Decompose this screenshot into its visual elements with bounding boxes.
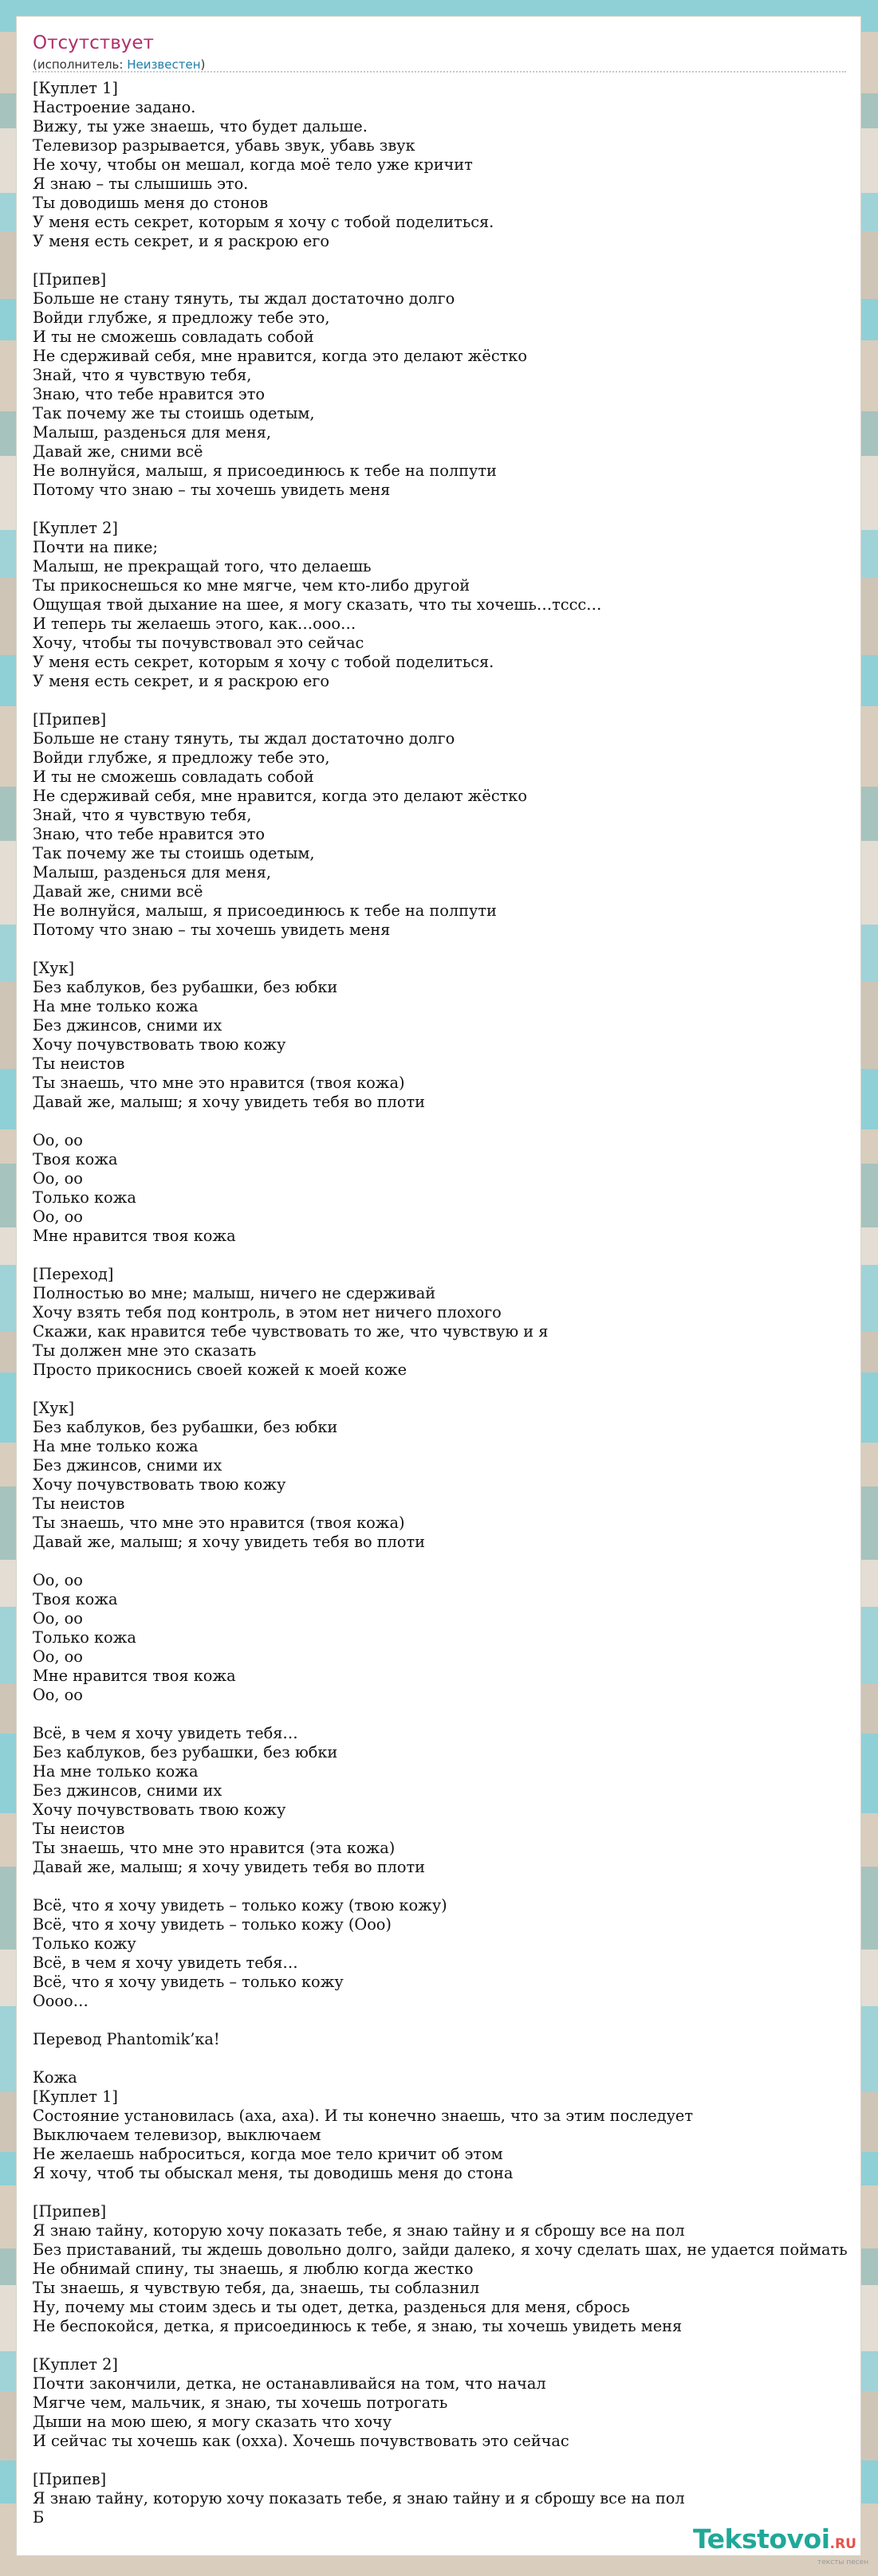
lyric-line: Б (33, 2508, 45, 2527)
lyric-line: Не хочу, чтобы он мешал, когда моё тело уже кричит (33, 155, 473, 174)
lyric-line: [Припев] (33, 270, 107, 289)
lyric-line: Хочу почувствовать твою кожу (33, 1475, 286, 1494)
lyrics-card (16, 16, 869, 2566)
lyric-line: Давай же, малыш; я хочу увидеть тебя во плоти (33, 1093, 425, 1111)
lyric-line: Телевизор разрывается, убавь звук, убавь звук (33, 136, 415, 155)
lyric-line: Ты знаешь, что мне это нравится (твоя кожа) (33, 1074, 405, 1092)
lyric-line: Ощущая твой дыхание на шее, я могу сказать, что ты хочешь…тссс… (33, 595, 602, 614)
lyric-spacer (33, 500, 878, 519)
lyric-line: Так почему же ты стоишь одетым, (33, 404, 315, 422)
lyric-spacer (33, 1705, 878, 1724)
lyric-line: Вижу, ты уже знаешь, что будет дальше. (33, 117, 368, 135)
lyric-line: Оо, оо (33, 1169, 83, 1188)
logo-tagline: тексты песен (817, 2558, 869, 2566)
lyric-line: У меня есть секрет, и я раскрою его (33, 672, 330, 690)
lyric-spacer (33, 691, 878, 710)
lyric-line: Малыш, разденься для меня, (33, 423, 272, 442)
lyric-line: Ты неистов (33, 1494, 125, 1513)
lyric-line: Мягче чем, мальчик, я знаю, ты хочешь потрогать (33, 2393, 448, 2412)
lyric-line: Мне нравится твоя кожа (33, 1667, 236, 1685)
lyric-line: Всё, в чем я хочу увидеть тебя… (33, 1724, 298, 1742)
lyric-line: Оо, оо (33, 1647, 83, 1666)
lyric-line: Без каблуков, без рубашки, без юбки (33, 1743, 338, 1761)
lyric-line: Хочу почувствовать твою кожу (33, 1035, 286, 1054)
lyric-line: Выключаем телевизор, выключаем (33, 2126, 321, 2144)
title-divider (33, 71, 846, 73)
lyric-line: И сейчас ты хочешь как (охха). Хочешь почувствовать это сейчас (33, 2432, 569, 2450)
lyric-line: Ты неистов (33, 1820, 125, 1838)
lyric-line: [Куплет 2] (33, 2355, 118, 2374)
lyric-line: Я знаю тайну, которую хочу показать тебе, я знаю тайну и я сброшу все на пол (33, 2489, 685, 2507)
lyric-line: [Хук] (33, 1399, 75, 1417)
lyric-line: И ты не сможешь совладать собой (33, 768, 314, 786)
lyric-line: Знаю, что тебе нравится это (33, 385, 266, 403)
lyric-line: Давай же, малыш; я хочу увидеть тебя во плоти (33, 1533, 425, 1551)
lyric-line: Так почему же ты стоишь одетым, (33, 844, 315, 862)
lyric-line: Оо, оо (33, 1609, 83, 1628)
lyric-line: Больше не стану тянуть, ты ждал достаточно долго (33, 289, 455, 308)
lyric-line: Твоя кожа (33, 1150, 118, 1168)
lyric-line: Оооо… (33, 1992, 89, 2010)
lyric-line: И теперь ты желаешь этого, как…ооо… (33, 615, 356, 633)
lyric-line: Всё, что я хочу увидеть – только кожу (Ооо) (33, 1915, 392, 1934)
lyric-line: Давай же, малыш; я хочу увидеть тебя во плоти (33, 1858, 425, 1876)
lyric-line: Я знаю – ты слышишь это. (33, 175, 249, 193)
lyric-line: Настроение задано. (33, 98, 196, 116)
lyric-line: Без джинсов, сними их (33, 1016, 222, 1035)
lyric-line: Всё, что я хочу увидеть – только кожу (33, 1973, 344, 1991)
lyric-spacer (33, 1112, 878, 1131)
lyric-line: Не обнимай спину, ты знаешь, я люблю когда жестко (33, 2260, 474, 2278)
lyric-line: Ты должен мне это сказать (33, 1341, 257, 1360)
lyric-line: Кожа (33, 2068, 77, 2087)
lyric-spacer (33, 2451, 878, 2470)
lyric-line: Перевод Phantomik’ка! (33, 2030, 220, 2048)
lyric-line: Оо, оо (33, 1686, 83, 1704)
lyric-line: Без каблуков, без рубашки, без юбки (33, 978, 338, 996)
lyric-line: [Переход] (33, 1265, 114, 1283)
lyric-line: Ты неистов (33, 1054, 125, 1073)
lyric-line: Мне нравится твоя кожа (33, 1227, 236, 1245)
lyric-line: Оо, оо (33, 1208, 83, 1226)
lyric-line: Ты прикоснешься ко мне мягче, чем кто-либо другой (33, 576, 470, 595)
lyrics-text (33, 79, 878, 2527)
lyric-line: Ты доводишь меня до стонов (33, 194, 269, 212)
lyric-spacer (33, 251, 878, 270)
lyric-line: Потому что знаю – ты хочешь увидеть меня (33, 921, 391, 939)
lyric-line: Не беспокойся, детка, я присоединюсь к тебе, я знаю, ты хочешь увидеть меня (33, 2317, 683, 2335)
lyric-line: Оо, оо (33, 1571, 83, 1589)
lyric-line: Только кожа (33, 1188, 136, 1207)
lyric-line: Только кожа (33, 1628, 136, 1647)
lyric-line: Я знаю тайну, которую хочу показать тебе, я знаю тайну и я сброшу все на пол (33, 2221, 685, 2240)
lyric-line: Ты знаешь, что мне это нравится (твоя кожа) (33, 1514, 405, 1532)
lyric-line: Малыш, не прекращай того, что делаешь (33, 557, 372, 575)
artist-prefix: (исполнитель: (33, 57, 128, 72)
lyric-spacer (33, 1877, 878, 1896)
lyric-line: Хочу почувствовать твою кожу (33, 1800, 286, 1819)
lyric-line: У меня есть секрет, и я раскрою его (33, 232, 330, 250)
lyric-line: Оо, оо (33, 1131, 83, 1149)
artist-link[interactable]: Неизвестен (127, 57, 201, 72)
lyric-spacer (33, 2049, 878, 2068)
lyric-line: Не сдерживай себя, мне нравится, когда это делают жёстко (33, 787, 527, 805)
lyric-spacer (33, 2183, 878, 2202)
lyric-line: На мне только кожа (33, 1437, 199, 1455)
lyric-line: Без приставаний, ты ждешь довольно долго, зайди далеко, я хочу сделать шах, не удается поймать (33, 2240, 848, 2259)
lyric-line: Давай же, сними всё (33, 882, 203, 901)
lyric-line: Почти на пике; (33, 538, 158, 556)
lyric-spacer (33, 2336, 878, 2355)
lyric-line: [Куплет 2] (33, 519, 118, 537)
lyric-line: На мне только кожа (33, 997, 199, 1015)
lyric-line: Дыши на мою шею, я могу сказать что хочу (33, 2413, 392, 2431)
lyric-line: Просто прикоснись своей кожей к моей коже (33, 1361, 408, 1379)
lyric-line: Потому что знаю – ты хочешь увидеть меня (33, 481, 391, 499)
artist-line (33, 57, 205, 72)
lyric-line: Хочу взять тебя под контроль, в этом нет ничего плохого (33, 1303, 502, 1321)
lyric-spacer (33, 1552, 878, 1571)
lyric-spacer (33, 2011, 878, 2030)
lyric-line: У меня есть секрет, которым я хочу с тобой поделиться. (33, 653, 494, 671)
song-title: Отсутствует (33, 33, 154, 53)
lyric-spacer (33, 1380, 878, 1399)
site-logo[interactable] (693, 2523, 856, 2554)
logo-text: Tekstovoi (693, 2523, 830, 2554)
lyric-line: На мне только кожа (33, 1762, 199, 1781)
lyric-line: Полностью во мне; малыш, ничего не сдерживай (33, 1284, 436, 1302)
lyric-line: [Припев] (33, 2470, 107, 2488)
lyric-line: Всё, что я хочу увидеть – только кожу (твою кожу) (33, 1896, 447, 1914)
lyric-line: Всё, в чем я хочу увидеть тебя… (33, 1954, 298, 1972)
artist-suffix: ) (200, 57, 206, 72)
lyric-line: Знай, что я чувствую тебя, (33, 366, 252, 384)
lyric-line: Без джинсов, сними их (33, 1781, 222, 1800)
lyric-line: Больше не стану тянуть, ты ждал достаточно долго (33, 729, 455, 748)
lyric-spacer (33, 940, 878, 959)
lyric-line: Твоя кожа (33, 1590, 118, 1608)
lyric-line: Малыш, разденься для меня, (33, 863, 272, 882)
lyric-line: Войди глубже, я предложу тебе это, (33, 308, 330, 327)
lyric-line: [Хук] (33, 959, 75, 977)
lyric-line: Не волнуйся, малыш, я присоединюсь к тебе на полпути (33, 461, 497, 480)
lyric-line: Ты знаешь, что мне это нравится (эта кожа) (33, 1839, 396, 1857)
lyric-line: Не сдерживай себя, мне нравится, когда это делают жёстко (33, 347, 527, 365)
lyric-line: Скажи, как нравится тебе чувствовать то же, что чувствую и я (33, 1322, 549, 1341)
lyric-line: Без джинсов, сними их (33, 1456, 222, 1475)
lyric-line: У меня есть секрет, которым я хочу с тобой поделиться. (33, 213, 494, 231)
lyric-line: Хочу, чтобы ты почувствовал это сейчас (33, 634, 364, 652)
lyric-line: Состояние установилась (аха, аха). И ты конечно знаешь, что за этим последует (33, 2107, 694, 2125)
lyric-line: [Куплет 1] (33, 2087, 118, 2106)
lyric-line: Не желаешь наброситься, когда мое тело кричит об этом (33, 2145, 503, 2163)
lyric-line: И ты не сможешь совладать собой (33, 328, 314, 346)
lyric-line: Почти закончили, детка, не останавливайся на том, что начал (33, 2374, 546, 2393)
lyric-line: Давай же, сними всё (33, 442, 203, 461)
lyric-line: [Припев] (33, 2202, 107, 2221)
lyric-line: Войди глубже, я предложу тебе это, (33, 748, 330, 767)
logo-suffix: .RU (829, 2536, 856, 2552)
lyric-line: [Припев] (33, 710, 107, 728)
lyric-line: Не волнуйся, малыш, я присоединюсь к тебе на полпути (33, 901, 497, 920)
lyric-line: Ты знаешь, я чувствую тебя, да, знаешь, ты соблазнил (33, 2279, 480, 2297)
lyric-line: Знай, что я чувствую тебя, (33, 806, 252, 824)
lyric-line: Без каблуков, без рубашки, без юбки (33, 1418, 338, 1436)
lyric-line: Знаю, что тебе нравится это (33, 825, 266, 843)
lyric-line: Только кожу (33, 1934, 136, 1953)
lyric-line: Ну, почему мы стоим здесь и ты одет, детка, разденься для меня, сбрось (33, 2298, 630, 2316)
lyric-line: [Куплет 1] (33, 79, 118, 97)
lyric-line: Я хочу, чтоб ты обыскал меня, ты доводишь меня до стона (33, 2164, 514, 2182)
lyric-spacer (33, 1246, 878, 1265)
